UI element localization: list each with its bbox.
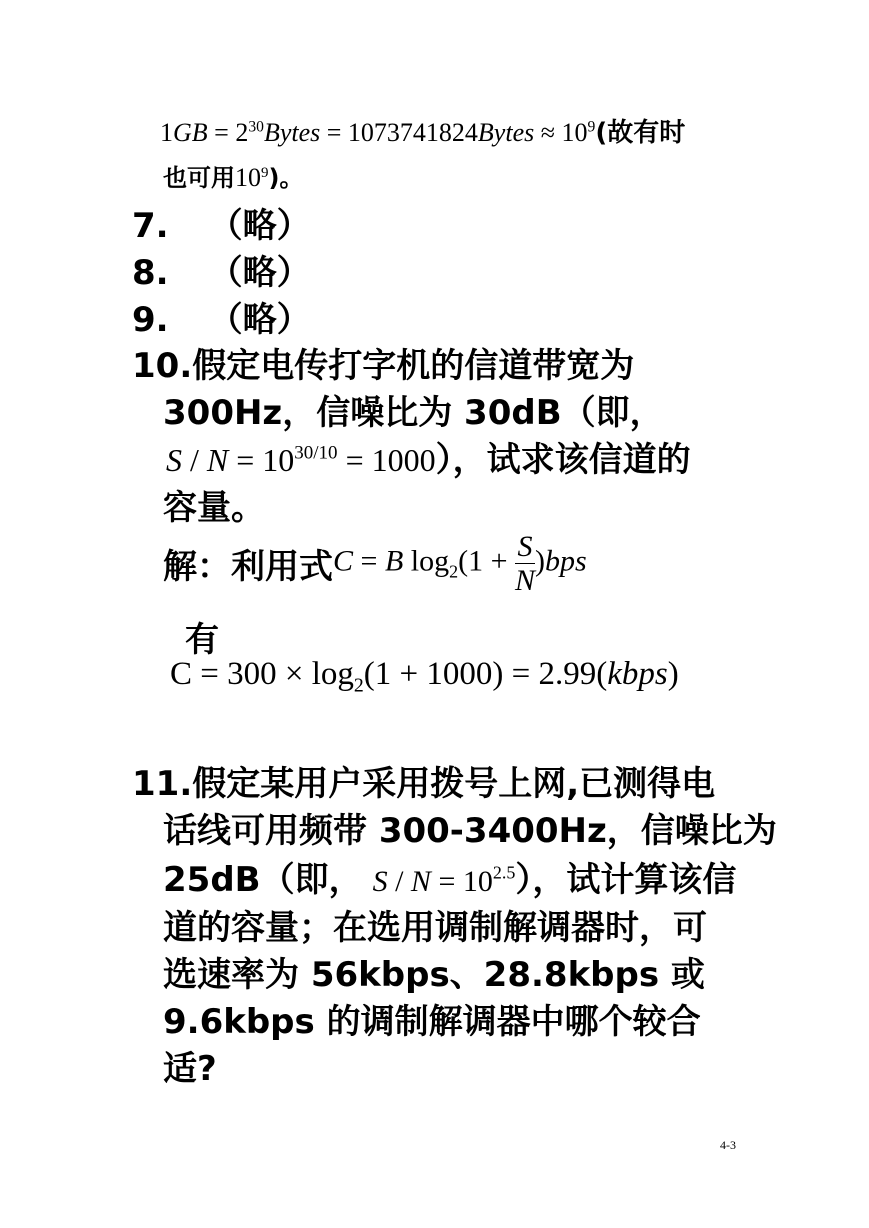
gb-formula-line xyxy=(160,112,685,149)
q11-line2 xyxy=(163,803,777,852)
note-text: (故有时 xyxy=(595,118,686,148)
formula-text: = 2 xyxy=(207,118,249,147)
q11-line4 xyxy=(163,900,707,949)
formula-exponent: 9 xyxy=(587,118,596,136)
question-text: 道的容量；在选用调制解调器时，可 xyxy=(163,908,707,948)
question-number: 11. xyxy=(132,764,193,804)
question-text: 话线可用频带 300-3400Hz，信噪比为 xyxy=(163,811,777,851)
question-text: 容量。 xyxy=(163,488,265,528)
q11-line3 xyxy=(163,852,736,901)
question-text: 9.6kbps 的调制解调器中哪个较合 xyxy=(163,1002,701,1042)
note-text: 也可用 xyxy=(163,164,235,192)
formula-text: GB xyxy=(173,118,208,147)
formula-text: C = 300 × log xyxy=(170,656,354,692)
item-text: （略） xyxy=(208,253,311,293)
q11-line5 xyxy=(163,947,705,996)
question-text: 适? xyxy=(163,1049,217,1089)
question-text: 选速率为 56kbps、28.8kbps 或 xyxy=(163,955,705,995)
formula-subscript: 2 xyxy=(449,561,459,582)
question-text: ），试求该信道的 xyxy=(435,440,691,480)
item-text: （略） xyxy=(208,206,311,246)
solution-label: 解：利用式 xyxy=(163,547,333,587)
question-text: ），试计算该信 xyxy=(515,860,737,900)
formula-text: = 10 xyxy=(430,865,493,898)
item-text: （略） xyxy=(208,300,311,340)
item-number: 8. xyxy=(132,253,169,293)
formula-text: S xyxy=(166,442,182,478)
item-number: 7. xyxy=(132,206,169,246)
fraction-denominator: N xyxy=(515,564,536,597)
formula-text: = 1073741824 xyxy=(320,118,478,147)
formula-text: C xyxy=(333,544,354,578)
q10-solution-line xyxy=(163,530,587,597)
formula-exponent: 30 xyxy=(248,118,264,136)
formula-text: N xyxy=(206,442,229,478)
fraction-numerator: S xyxy=(515,530,535,564)
formula-text: log xyxy=(403,544,450,578)
capacity-formula xyxy=(333,530,587,597)
q11-line6 xyxy=(163,994,701,1043)
question-text: 25dB（即， xyxy=(163,860,363,900)
formula-text: ≈ 10 xyxy=(534,118,588,147)
formula-text: Bytes xyxy=(477,118,535,147)
formula-text: ) xyxy=(667,656,679,692)
solution-text: 有 xyxy=(185,620,219,660)
item-8 xyxy=(132,245,311,294)
formula-text: ) xyxy=(535,544,546,578)
formula-text: (1 + xyxy=(458,544,516,578)
q10-line4 xyxy=(163,480,265,529)
gb-note-line xyxy=(163,158,303,193)
formula-text: S xyxy=(372,865,388,898)
formula-text: / xyxy=(182,442,207,478)
formula-text: kbps xyxy=(607,656,668,692)
item-9 xyxy=(132,292,311,341)
formula-text: B xyxy=(384,544,404,578)
page-number: 4-3 xyxy=(720,1138,736,1152)
formula-exponent: 2.5 xyxy=(492,862,516,883)
q10-line2 xyxy=(163,385,664,434)
item-number: 9. xyxy=(132,300,169,340)
q10-result-formula xyxy=(170,656,679,697)
question-number: 10. xyxy=(132,346,193,386)
formula-text: (1 + 1000) = 2.99( xyxy=(363,656,608,692)
formula-exponent: 9 xyxy=(261,165,269,181)
question-text: 假定电传打字机的信道带宽为 xyxy=(192,346,635,386)
formula-text: 10 xyxy=(235,163,261,192)
q11-line1 xyxy=(132,756,715,805)
q10-line1 xyxy=(132,338,634,387)
formula-text: Bytes xyxy=(263,118,321,147)
q10-have xyxy=(185,612,219,661)
formula-text: = xyxy=(353,544,385,578)
question-text: 假定某用户采用拨号上网,已测得电 xyxy=(192,764,716,804)
formula-text: = 1000 xyxy=(337,442,436,478)
formula-text: / xyxy=(387,865,411,898)
formula-text: bps xyxy=(545,544,587,578)
item-7 xyxy=(132,198,311,247)
formula-subscript: 2 xyxy=(353,674,364,697)
formula-text: = 10 xyxy=(228,442,295,478)
formula-text: N xyxy=(410,865,431,898)
note-text: )。 xyxy=(268,164,304,192)
formula-exponent: 30/10 xyxy=(294,442,338,464)
q10-line3 xyxy=(166,432,691,481)
formula-text: 1 xyxy=(160,118,173,147)
fraction xyxy=(515,530,535,597)
question-text: 300Hz，信噪比为 30dB（即， xyxy=(163,393,664,433)
q11-line7 xyxy=(163,1041,217,1090)
